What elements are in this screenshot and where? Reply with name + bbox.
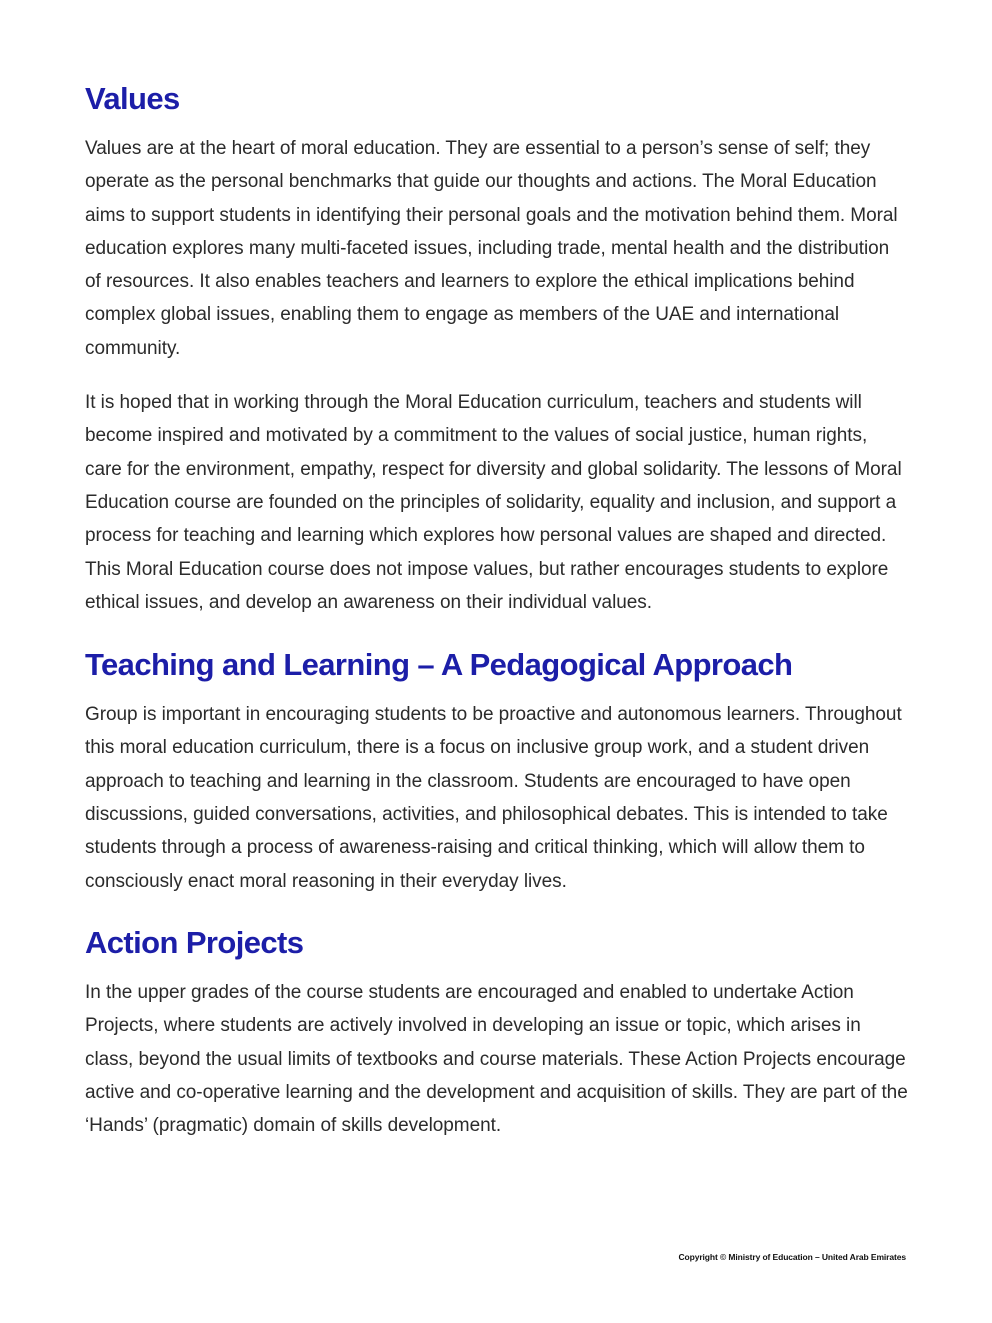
teaching-learning-section	[85, 644, 909, 898]
action-projects-heading: Action Projects	[85, 924, 304, 960]
values-paragraph-2: It is hoped that in working through the Moral Education curriculum, teachers and students will become inspired and motivated by a commitment to the values of social justice, human rights, care for the environment, empathy, respect for diversity and global solidarity. The lessons of Moral Education course are founded on the principles of solidarity, equality and inclusion, and support a process for teaching and learning which explores how personal values are shaped and directed. This Moral Education course does not impose values, but rather encourages students to explore ethical issues, and develop an awareness on their individual values.	[85, 392, 902, 613]
teaching-learning-paragraph: Group is important in encouraging students to be proactive and autonomous learners. Throughout this moral education curriculum, there is a focus on inclusive group work, and a student driven approach to teaching and learning in the classroom. Students are encouraged to have open discussions, guided conversations, activities, and philosophical debates. This is intended to take students through a process of awareness-raising and critical thinking, which will allow them to consciously enact moral reasoning in their everyday lives.	[85, 704, 902, 892]
teaching-learning-heading: Teaching and Learning – A Pedagogical Approach	[85, 647, 793, 683]
action-projects-section	[85, 922, 909, 1142]
action-projects-paragraph: In the upper grades of the course students are encouraged and enabled to undertake Action Projects, where students are actively involved in developing an issue or topic, which arises in class, beyond the usual limits of textbooks and course materials. These Action Projects encourage active and co-operative learning and the development and acquisition of skills. They are part of the ‘Hands’ (pragmatic) domain of skills development.	[85, 981, 908, 1137]
values-section	[85, 78, 909, 619]
values-paragraph-1: Values are at the heart of moral education. They are essential to a person’s sense of self; they operate as the personal benchmarks that guide our thoughts and actions. The Moral Education aims to support students in identifying their personal goals and the motivation behind them. Moral education explores many multi-faceted issues, including trade, mental health and the distribution of resources. It also enables teachers and learners to explore the ethical implications behind complex global issues, enabling them to engage as members of the UAE and international community.	[85, 138, 898, 359]
copyright-footer: Copyright © Ministry of Education – United Arab Emirates	[678, 1252, 906, 1262]
values-heading: Values	[85, 81, 180, 116]
document-page	[85, 78, 909, 1142]
